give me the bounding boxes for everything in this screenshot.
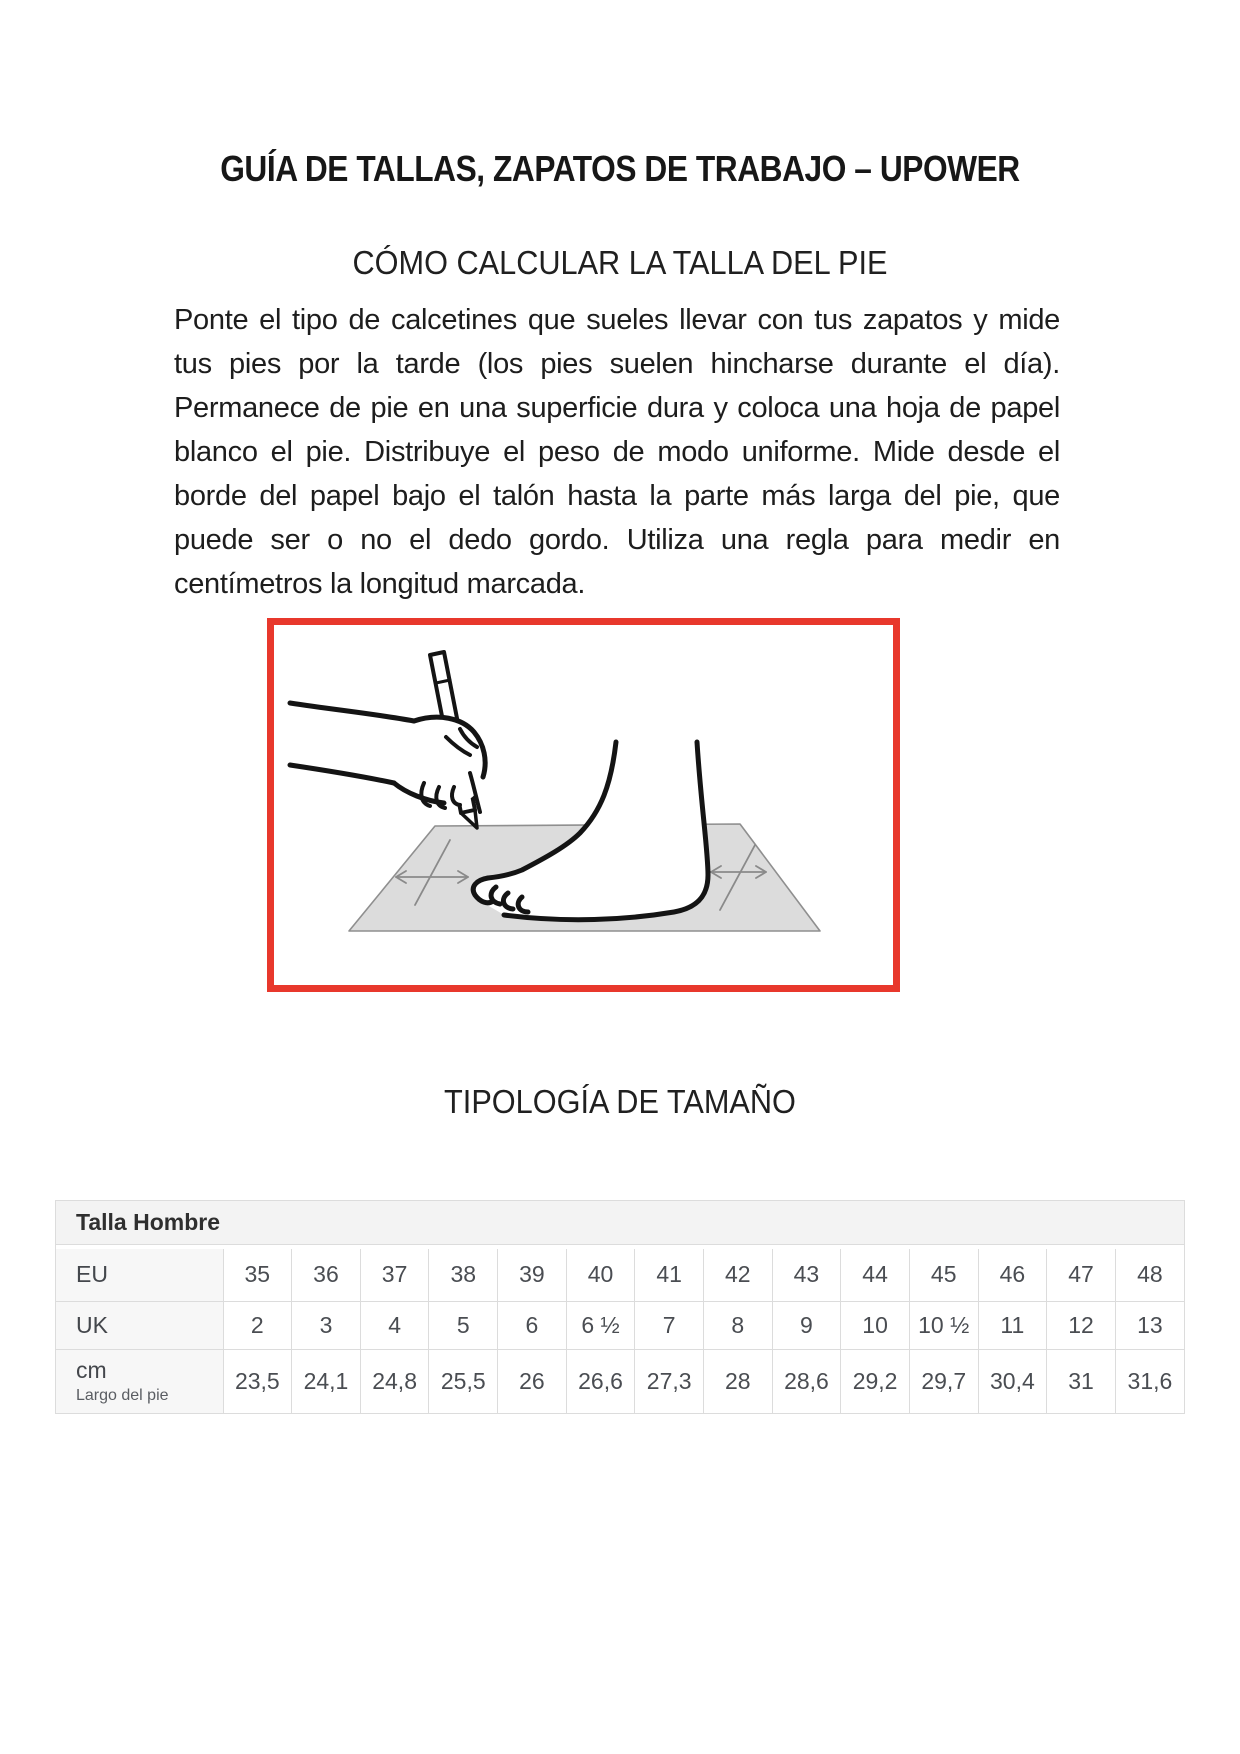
row-label-eu: EU xyxy=(56,1249,223,1301)
size-cell-uk-9: 10 xyxy=(841,1301,910,1349)
size-cell-uk-10: 10 ½ xyxy=(909,1301,978,1349)
size-cell-cm-0: 23,5 xyxy=(223,1349,292,1413)
size-cell-uk-1: 3 xyxy=(292,1301,361,1349)
size-cell-cm-12: 31 xyxy=(1047,1349,1116,1413)
size-cell-cm-9: 29,2 xyxy=(841,1349,910,1413)
size-cell-cm-4: 26 xyxy=(498,1349,567,1413)
size-cell-eu-9: 44 xyxy=(841,1249,910,1301)
size-table xyxy=(55,1200,1185,1414)
row-label-text: cm xyxy=(76,1357,107,1384)
row-label-cm xyxy=(56,1349,223,1413)
size-cell-eu-6: 41 xyxy=(635,1249,704,1301)
size-cell-eu-12: 47 xyxy=(1047,1249,1116,1301)
size-cell-eu-13: 48 xyxy=(1115,1249,1184,1301)
size-cell-cm-10: 29,7 xyxy=(909,1349,978,1413)
size-cell-uk-4: 6 xyxy=(498,1301,567,1349)
size-cell-cm-5: 26,6 xyxy=(566,1349,635,1413)
size-cell-uk-8: 9 xyxy=(772,1301,841,1349)
row-label-uk: UK xyxy=(56,1301,223,1349)
size-table-row-cm xyxy=(56,1349,1184,1413)
size-cell-cm-7: 28 xyxy=(703,1349,772,1413)
instructions-paragraph: Ponte el tipo de calcetines que sueles llevar con tus zapatos y mide tus pies por la tarde (los pies suelen hincharse durante el día). Permanece de pie en una superficie dura y coloca una hoja de papel blanco el pie. Distribuye el peso de modo uniforme. Mide desde el borde del papel bajo el talón hasta la parte más larga del pie, que puede ser o no el dedo gordo. Utiliza una regla para medir en centímetros la longitud marcada. xyxy=(174,304,1060,600)
size-cell-eu-8: 43 xyxy=(772,1249,841,1301)
size-cell-eu-3: 38 xyxy=(429,1249,498,1301)
size-cell-cm-11: 30,4 xyxy=(978,1349,1047,1413)
size-table-title: Talla Hombre xyxy=(56,1201,1184,1245)
size-table-row-uk xyxy=(56,1301,1184,1349)
size-cell-eu-4: 39 xyxy=(498,1249,567,1301)
size-cell-uk-13: 13 xyxy=(1115,1301,1184,1349)
row-sublabel-text: Largo del pie xyxy=(76,1387,169,1405)
size-cell-eu-5: 40 xyxy=(566,1249,635,1301)
hand-holding-pencil xyxy=(290,703,486,812)
size-cell-cm-3: 25,5 xyxy=(429,1349,498,1413)
size-cell-cm-6: 27,3 xyxy=(635,1349,704,1413)
size-cell-uk-0: 2 xyxy=(223,1301,292,1349)
size-cell-eu-11: 46 xyxy=(978,1249,1047,1301)
section-heading-size-typology: TIPOLOGÍA DE TAMAÑO xyxy=(444,1083,796,1120)
size-cell-uk-7: 8 xyxy=(703,1301,772,1349)
size-cell-uk-3: 5 xyxy=(429,1301,498,1349)
size-cell-uk-6: 7 xyxy=(635,1301,704,1349)
document-title: GUÍA DE TALLAS, ZAPATOS DE TRABAJO – UPOWER xyxy=(220,148,1020,189)
size-cell-cm-2: 24,8 xyxy=(360,1349,429,1413)
size-cell-uk-2: 4 xyxy=(360,1301,429,1349)
section-heading-how-to-measure: CÓMO CALCULAR LA TALLA DEL PIE xyxy=(352,244,888,281)
size-cell-eu-7: 42 xyxy=(703,1249,772,1301)
size-cell-uk-5: 6 ½ xyxy=(566,1301,635,1349)
size-cell-eu-10: 45 xyxy=(909,1249,978,1301)
size-cell-cm-8: 28,6 xyxy=(772,1349,841,1413)
size-cell-cm-13: 31,6 xyxy=(1115,1349,1184,1413)
foot-measurement-illustration xyxy=(274,625,893,985)
size-cell-uk-11: 11 xyxy=(978,1301,1047,1349)
size-table-row-eu xyxy=(56,1249,1184,1301)
size-cell-uk-12: 12 xyxy=(1047,1301,1116,1349)
size-cell-eu-2: 37 xyxy=(360,1249,429,1301)
size-cell-eu-0: 35 xyxy=(223,1249,292,1301)
size-cell-eu-1: 36 xyxy=(292,1249,361,1301)
size-cell-cm-1: 24,1 xyxy=(292,1349,361,1413)
size-table-body xyxy=(56,1249,1184,1413)
foot-measurement-image xyxy=(267,618,900,992)
